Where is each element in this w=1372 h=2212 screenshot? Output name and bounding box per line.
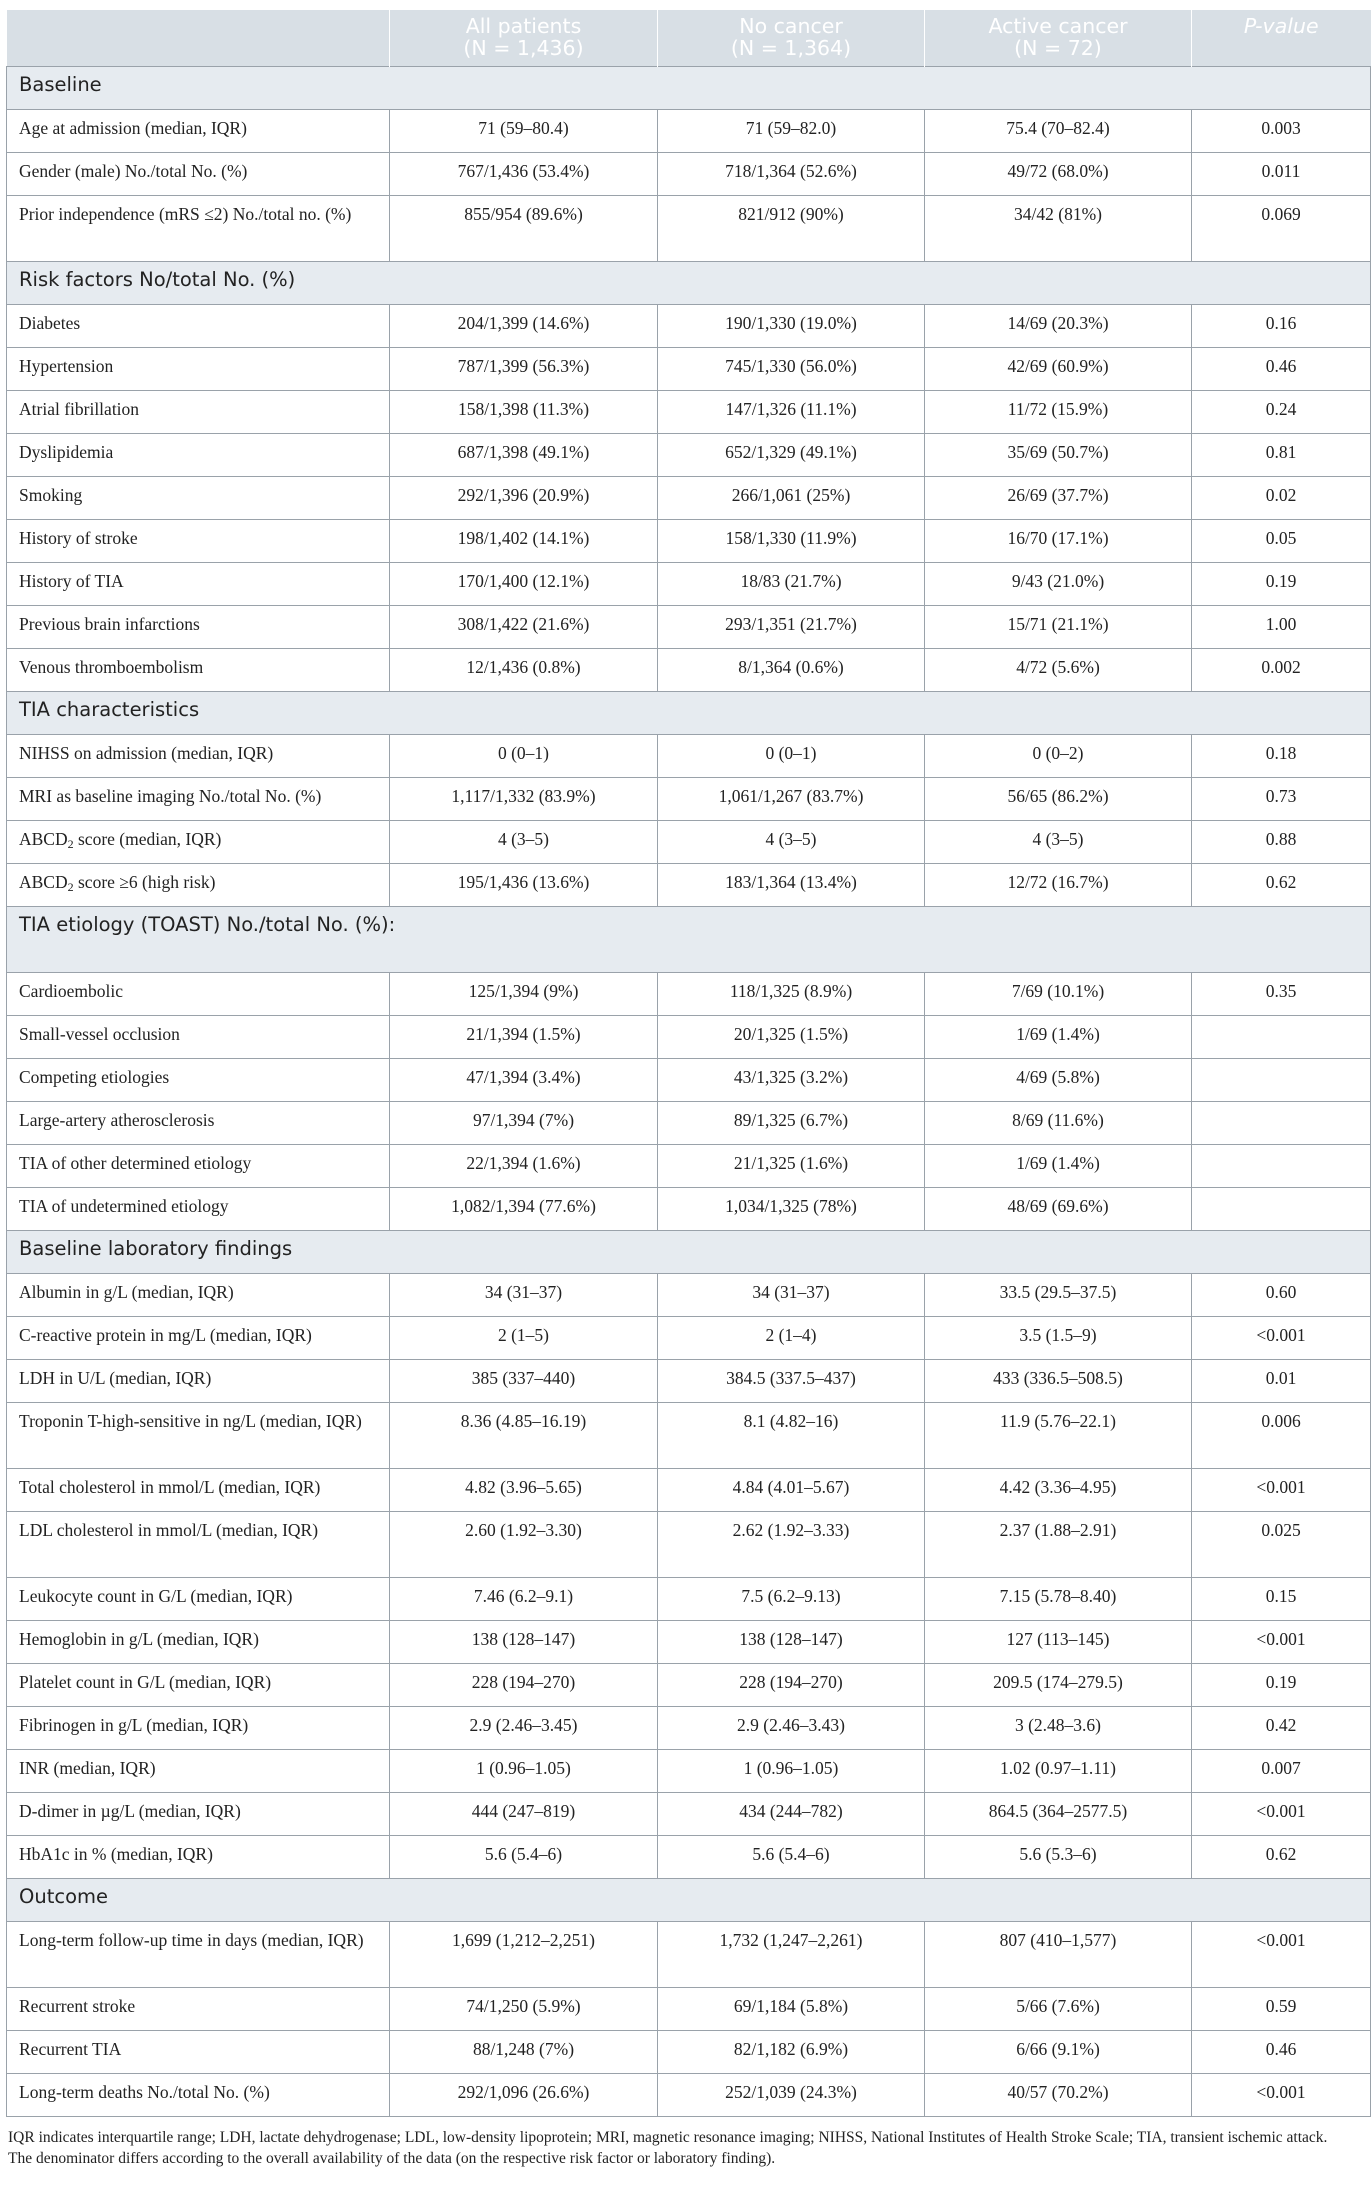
table-row bbox=[7, 1706, 1371, 1749]
no-cancer-cell: 21/1,325 (1.6%) bbox=[658, 1144, 925, 1187]
all-patients-cell: 4 (3–5) bbox=[390, 820, 658, 863]
pvalue-cell: 0.46 bbox=[1192, 2030, 1371, 2073]
table-row bbox=[7, 1316, 1371, 1359]
pvalue-cell: 1.00 bbox=[1192, 605, 1371, 648]
no-cancer-cell: 1,732 (1,247–2,261) bbox=[658, 1921, 925, 1987]
all-patients-cell: 34 (31–37) bbox=[390, 1273, 658, 1316]
table-row bbox=[7, 347, 1371, 390]
table-row bbox=[7, 1511, 1371, 1577]
all-patients-cell: 687/1,398 (49.1%) bbox=[390, 433, 658, 476]
no-cancer-cell: 82/1,182 (6.9%) bbox=[658, 2030, 925, 2073]
table-row bbox=[7, 734, 1371, 777]
section-title: TIA characteristics bbox=[7, 691, 1371, 734]
all-patients-cell: 8.36 (4.85–16.19) bbox=[390, 1402, 658, 1468]
all-patients-cell: 74/1,250 (5.9%) bbox=[390, 1987, 658, 2030]
pvalue-cell: 0.15 bbox=[1192, 1577, 1371, 1620]
row-label-cell: Diabetes bbox=[7, 304, 390, 347]
no-cancer-cell: 138 (128–147) bbox=[658, 1620, 925, 1663]
pvalue-cell: <0.001 bbox=[1192, 1620, 1371, 1663]
pvalue-cell: 0.62 bbox=[1192, 863, 1371, 906]
no-cancer-cell: 745/1,330 (56.0%) bbox=[658, 347, 925, 390]
no-cancer-cell: 8.1 (4.82–16) bbox=[658, 1402, 925, 1468]
row-label-cell: Long-term deaths No./total No. (%) bbox=[7, 2073, 390, 2116]
row-label-cell: $ABCD_2$ score ≥6 (high risk) bbox=[7, 863, 390, 906]
header-no-label: No cancer bbox=[739, 14, 843, 38]
all-patients-cell: 12/1,436 (0.8%) bbox=[390, 648, 658, 691]
pvalue-cell: <0.001 bbox=[1192, 1792, 1371, 1835]
active-cancer-cell: 11/72 (15.9%) bbox=[925, 390, 1192, 433]
no-cancer-cell: 118/1,325 (8.9%) bbox=[658, 972, 925, 1015]
row-label-cell: NIHSS on admission (median, IQR) bbox=[7, 734, 390, 777]
row-label-cell: History of stroke bbox=[7, 519, 390, 562]
pvalue-cell: 0.24 bbox=[1192, 390, 1371, 433]
active-cancer-cell: 4/72 (5.6%) bbox=[925, 648, 1192, 691]
no-cancer-cell: 147/1,326 (11.1%) bbox=[658, 390, 925, 433]
row-label-cell: LDH in U/L (median, IQR) bbox=[7, 1359, 390, 1402]
active-cancer-cell: 49/72 (68.0%) bbox=[925, 152, 1192, 195]
no-cancer-cell: 718/1,364 (52.6%) bbox=[658, 152, 925, 195]
pvalue-cell: <0.001 bbox=[1192, 1316, 1371, 1359]
all-patients-cell: 2.60 (1.92–3.30) bbox=[390, 1511, 658, 1577]
row-label-cell: Age at admission (median, IQR) bbox=[7, 109, 390, 152]
row-label-cell: C-reactive protein in mg/L (median, IQR) bbox=[7, 1316, 390, 1359]
row-label-cell: D-dimer in µg/L (median, IQR) bbox=[7, 1792, 390, 1835]
header-all-n: (N = 1,436) bbox=[463, 36, 584, 60]
header-active-cancer bbox=[925, 10, 1192, 66]
row-label-cell: Albumin in g/L (median, IQR) bbox=[7, 1273, 390, 1316]
pvalue-cell: 0.19 bbox=[1192, 1663, 1371, 1706]
row-label-cell: Cardioembolic bbox=[7, 972, 390, 1015]
no-cancer-cell: 89/1,325 (6.7%) bbox=[658, 1101, 925, 1144]
active-cancer-cell: 34/42 (81%) bbox=[925, 195, 1192, 261]
active-cancer-cell: 56/65 (86.2%) bbox=[925, 777, 1192, 820]
table-row bbox=[7, 1359, 1371, 1402]
header-all-label: All patients bbox=[465, 14, 582, 38]
table-row bbox=[7, 1015, 1371, 1058]
table-row bbox=[7, 1792, 1371, 1835]
table-row bbox=[7, 1921, 1371, 1987]
section-title: Risk factors No/total No. (%) bbox=[7, 261, 1371, 304]
row-label-cell: Venous thromboembolism bbox=[7, 648, 390, 691]
no-cancer-cell: 384.5 (337.5–437) bbox=[658, 1359, 925, 1402]
section-header-row bbox=[7, 691, 1371, 734]
pvalue-cell bbox=[1192, 1015, 1371, 1058]
section-header-row bbox=[7, 906, 1371, 972]
no-cancer-cell: 4.84 (4.01–5.67) bbox=[658, 1468, 925, 1511]
all-patients-cell: 170/1,400 (12.1%) bbox=[390, 562, 658, 605]
row-label-cell: $ABCD_2$ score (median, IQR) bbox=[7, 820, 390, 863]
all-patients-cell: 308/1,422 (21.6%) bbox=[390, 605, 658, 648]
active-cancer-cell: 35/69 (50.7%) bbox=[925, 433, 1192, 476]
header-no-cancer bbox=[658, 10, 925, 66]
no-cancer-cell: 69/1,184 (5.8%) bbox=[658, 1987, 925, 2030]
table-row bbox=[7, 1987, 1371, 2030]
active-cancer-cell: 5.6 (5.3–6) bbox=[925, 1835, 1192, 1878]
row-label-cell: Long-term follow-up time in days (median, IQR) bbox=[7, 1921, 390, 1987]
active-cancer-cell: 0 (0–2) bbox=[925, 734, 1192, 777]
table-row bbox=[7, 304, 1371, 347]
no-cancer-cell: 821/912 (90%) bbox=[658, 195, 925, 261]
table-row bbox=[7, 1058, 1371, 1101]
table-row bbox=[7, 390, 1371, 433]
no-cancer-cell: 652/1,329 (49.1%) bbox=[658, 433, 925, 476]
no-cancer-cell: 1,034/1,325 (78%) bbox=[658, 1187, 925, 1230]
active-cancer-cell: 33.5 (29.5–37.5) bbox=[925, 1273, 1192, 1316]
all-patients-cell: 292/1,396 (20.9%) bbox=[390, 476, 658, 519]
all-patients-cell: 138 (128–147) bbox=[390, 1620, 658, 1663]
pvalue-cell: 0.01 bbox=[1192, 1359, 1371, 1402]
pvalue-cell: 0.18 bbox=[1192, 734, 1371, 777]
pvalue-cell: 0.003 bbox=[1192, 109, 1371, 152]
all-patients-cell: 4.82 (3.96–5.65) bbox=[390, 1468, 658, 1511]
header-active-label: Active cancer bbox=[988, 14, 1128, 38]
table-body bbox=[7, 66, 1371, 2116]
all-patients-cell: 2.9 (2.46–3.45) bbox=[390, 1706, 658, 1749]
table-row bbox=[7, 863, 1371, 906]
section-title: Outcome bbox=[7, 1878, 1371, 1921]
table-row bbox=[7, 648, 1371, 691]
table-row bbox=[7, 1620, 1371, 1663]
all-patients-cell: 97/1,394 (7%) bbox=[390, 1101, 658, 1144]
no-cancer-cell: 43/1,325 (3.2%) bbox=[658, 1058, 925, 1101]
no-cancer-cell: 8/1,364 (0.6%) bbox=[658, 648, 925, 691]
table-row bbox=[7, 109, 1371, 152]
no-cancer-cell: 1,061/1,267 (83.7%) bbox=[658, 777, 925, 820]
pvalue-cell bbox=[1192, 1058, 1371, 1101]
row-label-cell: TIA of undetermined etiology bbox=[7, 1187, 390, 1230]
table-row bbox=[7, 562, 1371, 605]
all-patients-cell: 1,699 (1,212–2,251) bbox=[390, 1921, 658, 1987]
table-row bbox=[7, 1663, 1371, 1706]
no-cancer-cell: 4 (3–5) bbox=[658, 820, 925, 863]
table-row bbox=[7, 476, 1371, 519]
footnote-denominator: The denominator differs according to the overall availability of the data (on the respective risk factor or laboratory finding). bbox=[8, 2149, 776, 2167]
row-label-cell: Leukocyte count in G/L (median, IQR) bbox=[7, 1577, 390, 1620]
header-pvalue-label: P-value bbox=[1243, 14, 1319, 38]
no-cancer-cell: 434 (244–782) bbox=[658, 1792, 925, 1835]
row-label-cell: TIA of other determined etiology bbox=[7, 1144, 390, 1187]
active-cancer-cell: 15/71 (21.1%) bbox=[925, 605, 1192, 648]
pvalue-cell: 0.05 bbox=[1192, 519, 1371, 562]
pvalue-cell: 0.35 bbox=[1192, 972, 1371, 1015]
active-cancer-cell: 14/69 (20.3%) bbox=[925, 304, 1192, 347]
table-row bbox=[7, 2073, 1371, 2116]
active-cancer-cell: 127 (113–145) bbox=[925, 1620, 1192, 1663]
active-cancer-cell: 4 (3–5) bbox=[925, 820, 1192, 863]
all-patients-cell: 71 (59–80.4) bbox=[390, 109, 658, 152]
active-cancer-cell: 11.9 (5.76–22.1) bbox=[925, 1402, 1192, 1468]
active-cancer-cell: 9/43 (21.0%) bbox=[925, 562, 1192, 605]
pvalue-cell: 0.02 bbox=[1192, 476, 1371, 519]
pvalue-cell: 0.62 bbox=[1192, 1835, 1371, 1878]
pvalue-cell bbox=[1192, 1144, 1371, 1187]
pvalue-cell: 0.81 bbox=[1192, 433, 1371, 476]
active-cancer-cell: 2.37 (1.88–2.91) bbox=[925, 1511, 1192, 1577]
active-cancer-cell: 5/66 (7.6%) bbox=[925, 1987, 1192, 2030]
pvalue-cell: 0.011 bbox=[1192, 152, 1371, 195]
pvalue-cell: 0.60 bbox=[1192, 1273, 1371, 1316]
active-cancer-cell: 864.5 (364–2577.5) bbox=[925, 1792, 1192, 1835]
row-label-cell: Prior independence (mRS ≤2) No./total no. (%) bbox=[7, 195, 390, 261]
section-title: Baseline bbox=[7, 66, 1371, 109]
pvalue-cell: 0.46 bbox=[1192, 347, 1371, 390]
all-patients-cell: 2 (1–5) bbox=[390, 1316, 658, 1359]
table-row bbox=[7, 1273, 1371, 1316]
row-label-cell: Previous brain infarctions bbox=[7, 605, 390, 648]
section-title: TIA etiology (TOAST) No./total No. (%): bbox=[7, 906, 1371, 972]
header-label-cell bbox=[7, 10, 390, 66]
table-row bbox=[7, 1749, 1371, 1792]
all-patients-cell: 787/1,399 (56.3%) bbox=[390, 347, 658, 390]
row-label-cell: Fibrinogen in g/L (median, IQR) bbox=[7, 1706, 390, 1749]
section-header-row bbox=[7, 66, 1371, 109]
row-label-cell: Smoking bbox=[7, 476, 390, 519]
active-cancer-cell: 40/57 (70.2%) bbox=[925, 2073, 1192, 2116]
pvalue-cell: <0.001 bbox=[1192, 2073, 1371, 2116]
table-row bbox=[7, 1835, 1371, 1878]
active-cancer-cell: 6/66 (9.1%) bbox=[925, 2030, 1192, 2073]
all-patients-cell: 292/1,096 (26.6%) bbox=[390, 2073, 658, 2116]
all-patients-cell: 5.6 (5.4–6) bbox=[390, 1835, 658, 1878]
pvalue-cell: 0.73 bbox=[1192, 777, 1371, 820]
active-cancer-cell: 16/70 (17.1%) bbox=[925, 519, 1192, 562]
all-patients-cell: 767/1,436 (53.4%) bbox=[390, 152, 658, 195]
no-cancer-cell: 0 (0–1) bbox=[658, 734, 925, 777]
all-patients-cell: 125/1,394 (9%) bbox=[390, 972, 658, 1015]
pvalue-cell: 0.42 bbox=[1192, 1706, 1371, 1749]
row-label-cell: Hypertension bbox=[7, 347, 390, 390]
active-cancer-cell: 1.02 (0.97–1.11) bbox=[925, 1749, 1192, 1792]
all-patients-cell: 21/1,394 (1.5%) bbox=[390, 1015, 658, 1058]
table-row bbox=[7, 820, 1371, 863]
row-label-cell: Small-vessel occlusion bbox=[7, 1015, 390, 1058]
row-label-cell: MRI as baseline imaging No./total No. (%) bbox=[7, 777, 390, 820]
row-label-cell: Total cholesterol in mmol/L (median, IQR) bbox=[7, 1468, 390, 1511]
row-label-cell: Recurrent TIA bbox=[7, 2030, 390, 2073]
header-active-n: (N = 72) bbox=[1014, 36, 1102, 60]
all-patients-cell: 7.46 (6.2–9.1) bbox=[390, 1577, 658, 1620]
no-cancer-cell: 2.9 (2.46–3.43) bbox=[658, 1706, 925, 1749]
all-patients-cell: 204/1,399 (14.6%) bbox=[390, 304, 658, 347]
table-row bbox=[7, 1468, 1371, 1511]
row-label-cell: HbA1c in % (median, IQR) bbox=[7, 1835, 390, 1878]
active-cancer-cell: 42/69 (60.9%) bbox=[925, 347, 1192, 390]
no-cancer-cell: 1 (0.96–1.05) bbox=[658, 1749, 925, 1792]
no-cancer-cell: 158/1,330 (11.9%) bbox=[658, 519, 925, 562]
table-row bbox=[7, 605, 1371, 648]
no-cancer-cell: 228 (194–270) bbox=[658, 1663, 925, 1706]
all-patients-cell: 1,082/1,394 (77.6%) bbox=[390, 1187, 658, 1230]
active-cancer-cell: 807 (410–1,577) bbox=[925, 1921, 1192, 1987]
active-cancer-cell: 1/69 (1.4%) bbox=[925, 1015, 1192, 1058]
no-cancer-cell: 18/83 (21.7%) bbox=[658, 562, 925, 605]
no-cancer-cell: 71 (59–82.0) bbox=[658, 109, 925, 152]
table-row bbox=[7, 1577, 1371, 1620]
row-label-cell: Hemoglobin in g/L (median, IQR) bbox=[7, 1620, 390, 1663]
pvalue-cell: 0.007 bbox=[1192, 1749, 1371, 1792]
pvalue-cell: 0.19 bbox=[1192, 562, 1371, 605]
row-label-cell: Troponin T-high-sensitive in ng/L (median, IQR) bbox=[7, 1402, 390, 1468]
active-cancer-cell: 3.5 (1.5–9) bbox=[925, 1316, 1192, 1359]
table-row bbox=[7, 1101, 1371, 1144]
table-footnotes bbox=[6, 2127, 1370, 2169]
no-cancer-cell: 20/1,325 (1.5%) bbox=[658, 1015, 925, 1058]
all-patients-cell: 158/1,398 (11.3%) bbox=[390, 390, 658, 433]
header-all-patients bbox=[390, 10, 658, 66]
all-patients-cell: 1 (0.96–1.05) bbox=[390, 1749, 658, 1792]
no-cancer-cell: 5.6 (5.4–6) bbox=[658, 1835, 925, 1878]
all-patients-cell: 88/1,248 (7%) bbox=[390, 2030, 658, 2073]
no-cancer-cell: 252/1,039 (24.3%) bbox=[658, 2073, 925, 2116]
active-cancer-cell: 75.4 (70–82.4) bbox=[925, 109, 1192, 152]
data-table bbox=[6, 10, 1371, 2117]
pvalue-cell: <0.001 bbox=[1192, 1468, 1371, 1511]
all-patients-cell: 385 (337–440) bbox=[390, 1359, 658, 1402]
row-label-cell: Large-artery atherosclerosis bbox=[7, 1101, 390, 1144]
no-cancer-cell: 2 (1–4) bbox=[658, 1316, 925, 1359]
header-pvalue bbox=[1192, 10, 1371, 66]
active-cancer-cell: 1/69 (1.4%) bbox=[925, 1144, 1192, 1187]
row-label-cell: INR (median, IQR) bbox=[7, 1749, 390, 1792]
all-patients-cell: 47/1,394 (3.4%) bbox=[390, 1058, 658, 1101]
row-label-cell: History of TIA bbox=[7, 562, 390, 605]
active-cancer-cell: 7/69 (10.1%) bbox=[925, 972, 1192, 1015]
active-cancer-cell: 7.15 (5.78–8.40) bbox=[925, 1577, 1192, 1620]
pvalue-cell: 0.59 bbox=[1192, 1987, 1371, 2030]
table-row bbox=[7, 777, 1371, 820]
pvalue-cell: <0.001 bbox=[1192, 1921, 1371, 1987]
active-cancer-cell: 12/72 (16.7%) bbox=[925, 863, 1192, 906]
row-label-cell: Platelet count in G/L (median, IQR) bbox=[7, 1663, 390, 1706]
row-label-cell: Recurrent stroke bbox=[7, 1987, 390, 2030]
section-header-row bbox=[7, 1878, 1371, 1921]
table-row bbox=[7, 1187, 1371, 1230]
section-title: Baseline laboratory findings bbox=[7, 1230, 1371, 1273]
pvalue-cell: 0.025 bbox=[1192, 1511, 1371, 1577]
pvalue-cell: 0.88 bbox=[1192, 820, 1371, 863]
active-cancer-cell: 8/69 (11.6%) bbox=[925, 1101, 1192, 1144]
table-row bbox=[7, 195, 1371, 261]
table-row bbox=[7, 519, 1371, 562]
active-cancer-cell: 48/69 (69.6%) bbox=[925, 1187, 1192, 1230]
table-row bbox=[7, 1402, 1371, 1468]
pvalue-cell bbox=[1192, 1101, 1371, 1144]
no-cancer-cell: 190/1,330 (19.0%) bbox=[658, 304, 925, 347]
no-cancer-cell: 2.62 (1.92–3.33) bbox=[658, 1511, 925, 1577]
pvalue-cell: 0.069 bbox=[1192, 195, 1371, 261]
pvalue-cell: 0.16 bbox=[1192, 304, 1371, 347]
section-header-row bbox=[7, 1230, 1371, 1273]
no-cancer-cell: 7.5 (6.2–9.13) bbox=[658, 1577, 925, 1620]
all-patients-cell: 228 (194–270) bbox=[390, 1663, 658, 1706]
table-row bbox=[7, 433, 1371, 476]
row-label-cell: Gender (male) No./total No. (%) bbox=[7, 152, 390, 195]
no-cancer-cell: 266/1,061 (25%) bbox=[658, 476, 925, 519]
active-cancer-cell: 433 (336.5–508.5) bbox=[925, 1359, 1192, 1402]
all-patients-cell: 0 (0–1) bbox=[390, 734, 658, 777]
active-cancer-cell: 4.42 (3.36–4.95) bbox=[925, 1468, 1192, 1511]
all-patients-cell: 22/1,394 (1.6%) bbox=[390, 1144, 658, 1187]
pvalue-cell bbox=[1192, 1187, 1371, 1230]
all-patients-cell: 198/1,402 (14.1%) bbox=[390, 519, 658, 562]
row-label-cell: Dyslipidemia bbox=[7, 433, 390, 476]
active-cancer-cell: 3 (2.48–3.6) bbox=[925, 1706, 1192, 1749]
table-header bbox=[7, 10, 1371, 66]
row-label-cell: LDL cholesterol in mmol/L (median, IQR) bbox=[7, 1511, 390, 1577]
active-cancer-cell: 209.5 (174–279.5) bbox=[925, 1663, 1192, 1706]
table-row bbox=[7, 1144, 1371, 1187]
row-label-cell: Atrial fibrillation bbox=[7, 390, 390, 433]
all-patients-cell: 1,117/1,332 (83.9%) bbox=[390, 777, 658, 820]
table-row bbox=[7, 2030, 1371, 2073]
active-cancer-cell: 26/69 (37.7%) bbox=[925, 476, 1192, 519]
no-cancer-cell: 293/1,351 (21.7%) bbox=[658, 605, 925, 648]
table-row bbox=[7, 972, 1371, 1015]
no-cancer-cell: 183/1,364 (13.4%) bbox=[658, 863, 925, 906]
table-row bbox=[7, 152, 1371, 195]
active-cancer-cell: 4/69 (5.8%) bbox=[925, 1058, 1192, 1101]
all-patients-cell: 855/954 (89.6%) bbox=[390, 195, 658, 261]
header-no-n: (N = 1,364) bbox=[730, 36, 852, 60]
no-cancer-cell: 34 (31–37) bbox=[658, 1273, 925, 1316]
pvalue-cell: 0.002 bbox=[1192, 648, 1371, 691]
table-container bbox=[6, 10, 1370, 2169]
row-label-cell: Competing etiologies bbox=[7, 1058, 390, 1101]
section-header-row bbox=[7, 261, 1371, 304]
pvalue-cell: 0.006 bbox=[1192, 1402, 1371, 1468]
all-patients-cell: 195/1,436 (13.6%) bbox=[390, 863, 658, 906]
footnote-abbreviations: IQR indicates interquartile range; LDH, lactate dehydrogenase; LDL, low-density lipoprotein; MRI, magnetic resonance imaging; NIHSS, National Institutes of Health Stroke Scale; TIA, transient ischemic attack. bbox=[8, 2128, 1328, 2146]
all-patients-cell: 444 (247–819) bbox=[390, 1792, 658, 1835]
